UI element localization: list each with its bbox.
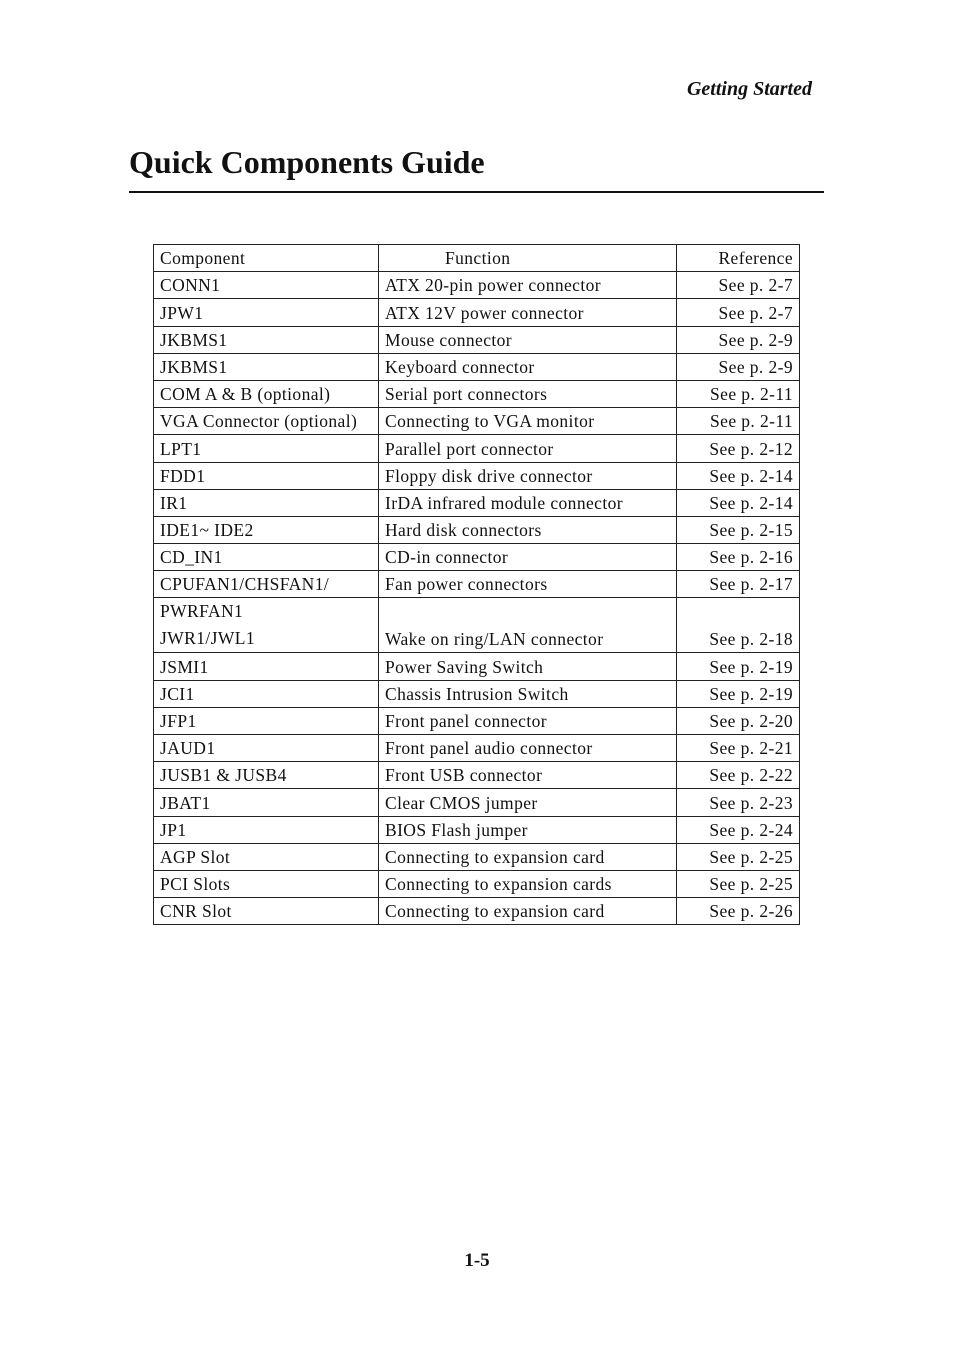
header-reference: Reference: [677, 245, 800, 272]
table-row: [154, 380, 800, 407]
function-cell: IrDA infrared module connector: [379, 489, 677, 516]
reference-cell: See p. 2-14: [677, 489, 800, 516]
reference-cell: See p. 2-7: [677, 299, 800, 326]
reference-cell: See p. 2-9: [677, 353, 800, 380]
component-cell: COM A & B (optional): [154, 380, 379, 407]
reference-cell: See p. 2-16: [677, 544, 800, 571]
reference-cell: See p. 2-19: [677, 653, 800, 680]
component-cell: JKBMS1: [154, 353, 379, 380]
function-cell: Fan power connectors: [379, 571, 677, 598]
table-row: [154, 408, 800, 435]
reference-cell: See p. 2-25: [677, 843, 800, 870]
table-row: [154, 843, 800, 870]
table-row: [154, 735, 800, 762]
reference-cell: See p. 2-21: [677, 735, 800, 762]
component-cell: JKBMS1: [154, 326, 379, 353]
component-cell: JPW1: [154, 299, 379, 326]
component-cell: FDD1: [154, 462, 379, 489]
header-component: Component: [154, 245, 379, 272]
function-cell: Mouse connector: [379, 326, 677, 353]
table-row: [154, 462, 800, 489]
reference-cell: [677, 598, 800, 653]
table-row: [154, 272, 800, 299]
reference-cell: See p. 2-11: [677, 408, 800, 435]
component-cell: JSMI1: [154, 653, 379, 680]
table-row: [154, 435, 800, 462]
function-cell: Front panel connector: [379, 707, 677, 734]
function-cell: Floppy disk drive connector: [379, 462, 677, 489]
function-cell: BIOS Flash jumper: [379, 816, 677, 843]
component-cell: VGA Connector (optional): [154, 408, 379, 435]
table-row: [154, 680, 800, 707]
table-header-row: [154, 245, 800, 272]
component-cell: JBAT1: [154, 789, 379, 816]
reference-cell: See p. 2-17: [677, 571, 800, 598]
component-cell: AGP Slot: [154, 843, 379, 870]
table-row: [154, 353, 800, 380]
table-row: [154, 489, 800, 516]
reference-cell: See p. 2-24: [677, 816, 800, 843]
reference-cell: See p. 2-22: [677, 762, 800, 789]
reference-cell: See p. 2-19: [677, 680, 800, 707]
page-number: 1-5: [464, 1250, 490, 1271]
table-row: [154, 544, 800, 571]
reference-cell: See p. 2-9: [677, 326, 800, 353]
component-cell: CD_IN1: [154, 544, 379, 571]
reference-cell: See p. 2-14: [677, 462, 800, 489]
table-row: [154, 653, 800, 680]
function-cell: ATX 12V power connector: [379, 299, 677, 326]
reference-cell: See p. 2-26: [677, 898, 800, 925]
table-row: [154, 816, 800, 843]
component-cell: PCI Slots: [154, 870, 379, 897]
function-cell: Clear CMOS jumper: [379, 789, 677, 816]
function-cell: Connecting to VGA monitor: [379, 408, 677, 435]
table-row: [154, 707, 800, 734]
table-row: [154, 571, 800, 598]
function-cell: Connecting to expansion card: [379, 898, 677, 925]
function-cell: Front panel audio connector: [379, 735, 677, 762]
component-cell: CNR Slot: [154, 898, 379, 925]
table-row: [154, 598, 800, 653]
reference-cell: See p. 2-11: [677, 380, 800, 407]
component-cell-multiline: [154, 598, 379, 653]
components-table: [153, 244, 800, 925]
table-row: [154, 516, 800, 543]
component-cell: JCI1: [154, 680, 379, 707]
component-cell: JFP1: [154, 707, 379, 734]
function-cell: ATX 20-pin power connector: [379, 272, 677, 299]
function-cell: Parallel port connector: [379, 435, 677, 462]
component-cell: LPT1: [154, 435, 379, 462]
function-cell: [379, 598, 677, 653]
title-underline: [129, 191, 824, 193]
function-cell: Power Saving Switch: [379, 653, 677, 680]
component-cell: CPUFAN1/CHSFAN1/: [154, 571, 379, 598]
component-line: JWR1/JWL1: [160, 628, 255, 649]
function-cell: Keyboard connector: [379, 353, 677, 380]
reference-cell: See p. 2-15: [677, 516, 800, 543]
component-cell: JP1: [154, 816, 379, 843]
reference-cell: See p. 2-25: [677, 870, 800, 897]
function-line: Wake on ring/LAN connector: [385, 629, 604, 650]
table-row: [154, 299, 800, 326]
table-row: [154, 326, 800, 353]
running-header: Getting Started: [686, 78, 812, 100]
reference-cell: See p. 2-12: [677, 435, 800, 462]
table-row: [154, 789, 800, 816]
component-line: PWRFAN1: [160, 601, 244, 622]
component-cell: CONN1: [154, 272, 379, 299]
function-cell: Connecting to expansion card: [379, 843, 677, 870]
reference-line: See p. 2-18: [709, 629, 793, 650]
function-cell: CD-in connector: [379, 544, 677, 571]
table-row: [154, 762, 800, 789]
function-cell: Serial port connectors: [379, 380, 677, 407]
function-cell: Connecting to expansion cards: [379, 870, 677, 897]
reference-cell: See p. 2-20: [677, 707, 800, 734]
component-cell: JUSB1 & JUSB4: [154, 762, 379, 789]
function-cell: Chassis Intrusion Switch: [379, 680, 677, 707]
page-title: Quick Components Guide: [129, 144, 485, 180]
table-row: [154, 870, 800, 897]
reference-cell: See p. 2-7: [677, 272, 800, 299]
function-cell: Front USB connector: [379, 762, 677, 789]
table-row: [154, 898, 800, 925]
component-cell: IR1: [154, 489, 379, 516]
header-function: Function: [379, 245, 677, 272]
function-cell: Hard disk connectors: [379, 516, 677, 543]
component-cell: IDE1~ IDE2: [154, 516, 379, 543]
reference-cell: See p. 2-23: [677, 789, 800, 816]
component-cell: JAUD1: [154, 735, 379, 762]
